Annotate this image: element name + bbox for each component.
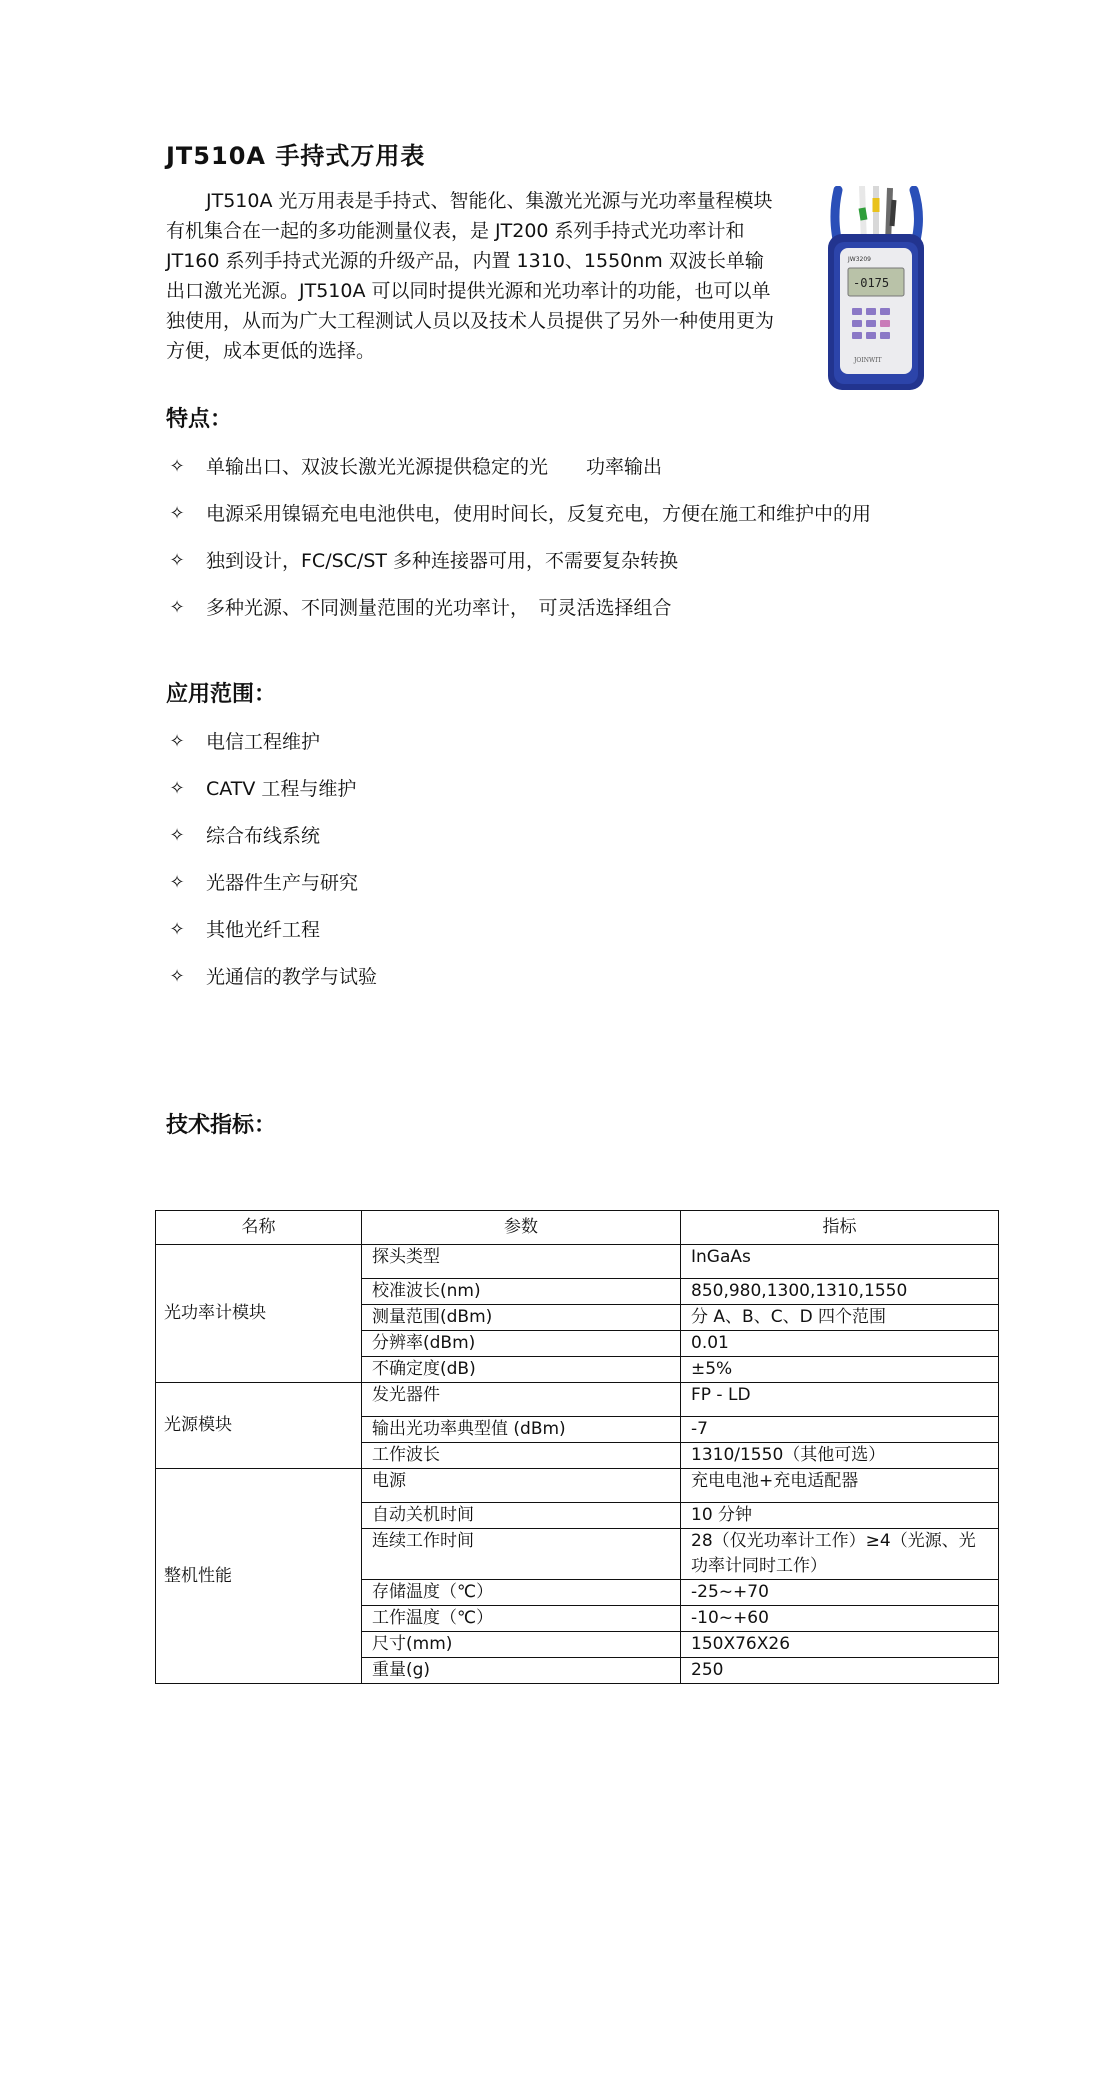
table-row [156,1469,999,1503]
param-cell: 电源 [362,1469,681,1503]
value-cell: 分 A、B、C、D 四个范围 [681,1305,999,1331]
diamond-bullet-icon: ✧ [169,597,185,618]
features-list [166,453,966,622]
list-item: ✧ 多种光源、不同测量范围的光功率计， 可灵活选择组合 [166,594,966,622]
param-cell: 工作温度（℃） [362,1606,681,1632]
value-cell: 250 [681,1658,999,1684]
applications-list [166,728,966,991]
param-cell: 探头类型 [362,1245,681,1279]
value-cell: 10 分钟 [681,1503,999,1529]
applications-heading: 应用范围： [166,682,277,707]
diamond-bullet-icon: ✧ [169,966,185,987]
param-cell: 分辨率(dBm) [362,1331,681,1357]
value-cell: ±5% [681,1357,999,1383]
list-item: ✧ 其他光纤工程 [166,916,966,944]
diamond-bullet-icon: ✧ [169,731,185,752]
group-name: 光源模块 [156,1383,362,1469]
specs-table [155,1210,999,1684]
value-cell: -7 [681,1417,999,1443]
features-heading: 特点： [166,407,233,432]
table-row [156,1383,999,1417]
param-cell: 校准波长(nm) [362,1279,681,1305]
diamond-bullet-icon: ✧ [169,503,185,524]
param-cell: 不确定度(dB) [362,1357,681,1383]
list-item: ✧ CATV 工程与维护 [166,775,966,803]
device-brand-text: JOINWIT [854,357,882,364]
value-cell: 850,980,1300,1310,1550 [681,1279,999,1305]
value-cell: InGaAs [681,1245,999,1279]
group-name: 整机性能 [156,1469,362,1684]
list-item: ✧ 光器件生产与研究 [166,869,966,897]
param-cell: 重量(g) [362,1658,681,1684]
list-item: ✧ 电信工程维护 [166,728,966,756]
diamond-bullet-icon: ✧ [169,550,185,571]
list-item: ✧ 综合布线系统 [166,822,966,850]
product-device-image [818,186,934,394]
page-title: JT510A 手持式万用表 [166,142,426,170]
table-header-row [156,1211,999,1245]
param-cell: 自动关机时间 [362,1503,681,1529]
param-cell: 测量范围(dBm) [362,1305,681,1331]
param-cell: 存储温度（℃） [362,1580,681,1606]
list-item: ✧ 单输出口、双波长激光光源提供稳定的光 功率输出 [166,453,966,481]
param-cell: 输出光功率典型值 (dBm) [362,1417,681,1443]
device-screen-reading: -0175 [853,276,890,290]
param-cell: 工作波长 [362,1443,681,1469]
list-item: ✧ 光通信的教学与试验 [166,963,966,991]
param-cell: 连续工作时间 [362,1529,681,1580]
value-cell: -10~+60 [681,1606,999,1632]
value-cell: FP - LD [681,1383,999,1417]
diamond-bullet-icon: ✧ [169,456,185,477]
table-row [156,1245,999,1279]
intro-paragraph: JT510A 光万用表是手持式、智能化、集激光光源与光功率量程模块有机集合在一起的多功能测量仪表，是 JT200 系列手持式光功率计和 JT160 系列手持式光源的升级产品，内置 1310、1550nm 双波长单输出口激光光源。JT510A 可以同时提供光源和光功率计的功能，也可以单独使用，从而为广大工程测试人员以及技术人员提供了另外一种使用更为方便，成本更低的选择。 [166,190,775,362]
column-header-name: 名称 [156,1211,362,1245]
value-cell: -25~+70 [681,1580,999,1606]
column-header-value: 指标 [681,1211,999,1245]
value-cell: 28（仅光功率计工作）≥4（光源、光功率计同时工作） [681,1529,999,1580]
device-model-text: JW3209 [848,256,871,263]
column-header-param: 参数 [362,1211,681,1245]
specs-heading: 技术指标： [166,1113,277,1138]
value-cell: 充电电池+充电适配器 [681,1469,999,1503]
diamond-bullet-icon: ✧ [169,872,185,893]
param-cell: 发光器件 [362,1383,681,1417]
diamond-bullet-icon: ✧ [169,919,185,940]
diamond-bullet-icon: ✧ [169,778,185,799]
diamond-bullet-icon: ✧ [169,825,185,846]
param-cell: 尺寸(mm) [362,1632,681,1658]
list-item: ✧ 独到设计，FC/SC/ST 多种连接器可用，不需要复杂转换 [166,547,966,575]
value-cell: 0.01 [681,1331,999,1357]
group-name: 光功率计模块 [156,1245,362,1383]
value-cell: 150X76X26 [681,1632,999,1658]
list-item: ✧ 电源采用镍镉充电电池供电，使用时间长，反复充电，方便在施工和维护中的用 [166,500,966,528]
value-cell: 1310/1550（其他可选） [681,1443,999,1469]
